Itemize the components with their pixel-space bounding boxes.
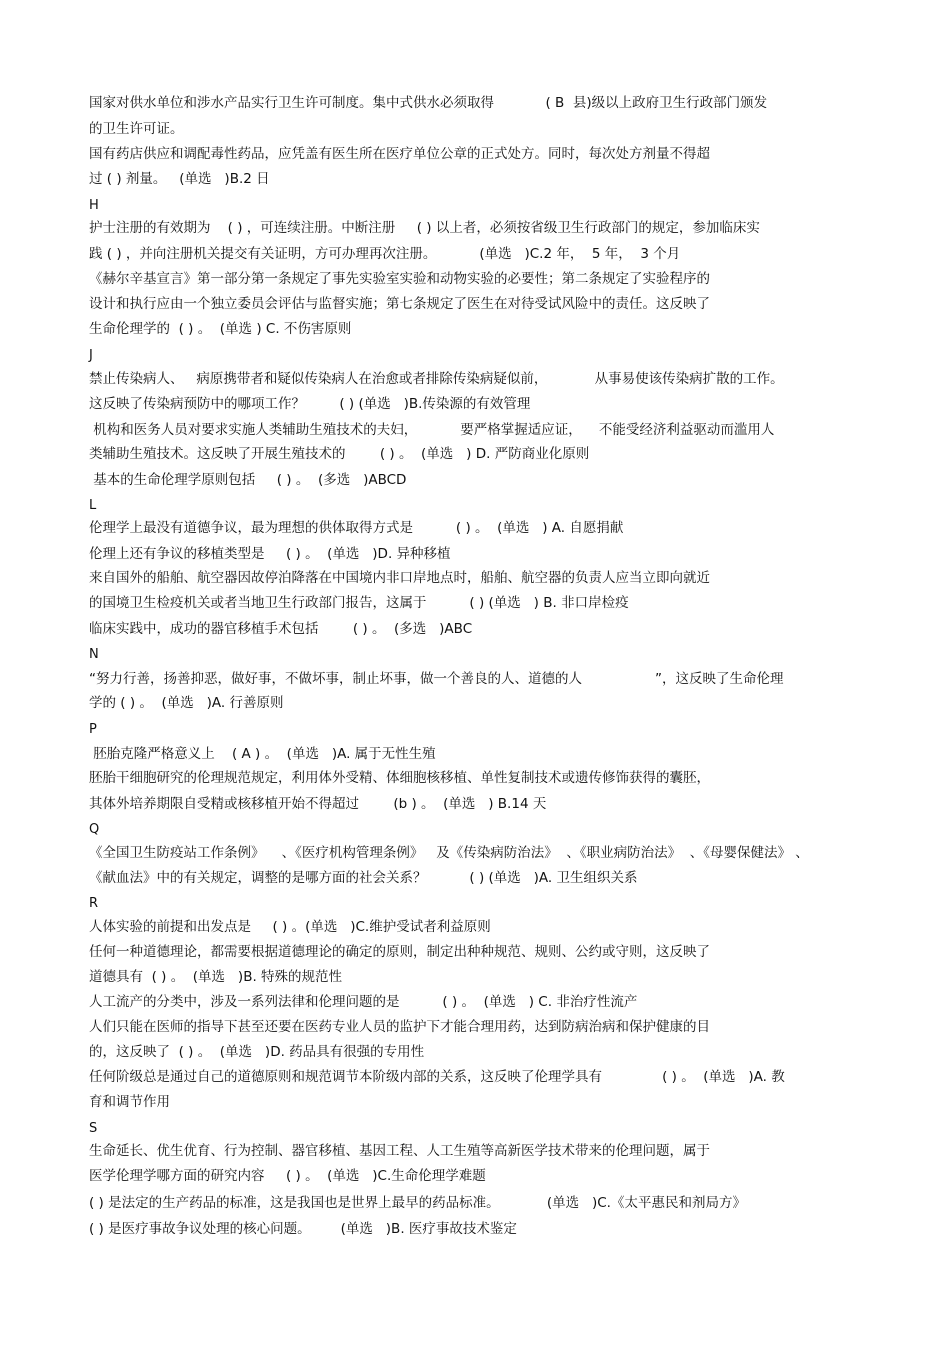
text-line: “努力行善，扬善抑恶，做好事，不做坏事，制止坏事，做一个善良的人、道德的人 ”，这反映了生命伦理 bbox=[89, 671, 784, 687]
text-line: 生命延长、优生优育、行为控制、器官移植、基因工程、人工生殖等高新医学技术带来的伦理问题，属于 bbox=[89, 1143, 710, 1159]
text-line: 基本的生命伦理学原则包括 ( ) 。 (多选 )ABCD bbox=[89, 472, 407, 488]
text-line: 的国境卫生检疫机关或者当地卫生行政部门报告，这属于 ( ) (单选 ) B. 非口岸检疫 bbox=[89, 595, 629, 611]
section-letter: J bbox=[89, 348, 93, 363]
text-line: 来自国外的船舶、航空器因故停泊降落在中国境内非口岸地点时，船舶、航空器的负责人应当立即向就近 bbox=[89, 570, 710, 586]
text-line: 人体实验的前提和出发点是 ( ) 。(单选 )C.维护受试者利益原则 bbox=[89, 919, 491, 935]
text-line: 胚胎克隆严格意义上 ( A ) 。 (单选 )A. 属于无性生殖 bbox=[89, 746, 436, 762]
text-line: 国家对供水单位和涉水产品实行卫生许可制度。集中式供水必须取得 ( B 县)级以上政府卫生行政部门颁发 bbox=[89, 95, 768, 111]
text-line: 临床实践中，成功的器官移植手术包括 ( ) 。 (多选 )ABC bbox=[89, 621, 473, 637]
text-line: 人们只能在医师的指导下甚至还要在医药专业人员的监护下才能合理用药，达到防病治病和保护健康的目 bbox=[89, 1019, 710, 1035]
text-line: 医学伦理学哪方面的研究内容 ( ) 。 (单选 )C.生命伦理学难题 bbox=[89, 1168, 486, 1184]
text-line: 的卫生许可证。 bbox=[89, 121, 184, 137]
text-line: 《全国卫生防疫站工作条例》 、《医疗机构管理条例》 及《传染病防治法》 、《职业病防治法》 、《母婴保健法》 、 bbox=[89, 845, 809, 861]
text-line: 类辅助生殖技术。这反映了开展生殖技术的 ( ) 。 (单选 ) D. 严防商业化原则 bbox=[89, 446, 590, 462]
text-line: 国有药店供应和调配毒性药品，应凭盖有医生所在医疗单位公章的正式处方。同时，每次处方剂量不得超 bbox=[89, 146, 710, 162]
text-line: 《献血法》中的有关规定，调整的是哪方面的社会关系？ ( ) (单选 )A. 卫生组织关系 bbox=[89, 870, 638, 886]
text-line: 《赫尔辛基宣言》第一部分第一条规定了事先实验室实验和动物实验的必要性；第二条规定了实验程序的 bbox=[89, 271, 710, 287]
section-letter: P bbox=[89, 722, 97, 737]
section-letter: Q bbox=[89, 822, 100, 837]
section-letter: S bbox=[89, 1121, 98, 1136]
section-letter: L bbox=[89, 498, 97, 513]
text-line: 道德具有 ( ) 。 (单选 )B. 特殊的规范性 bbox=[89, 969, 343, 985]
text-line: 其体外培养期限自受精或核移植开始不得超过 (b ) 。 (单选 ) B.14 天 bbox=[89, 796, 547, 812]
text-line: 践 ( ) ，并向注册机关提交有关证明，方可办理再次注册。 (单选 )C.2 年， 5 年， 3 个月 bbox=[89, 246, 681, 262]
text-line: 任何一种道德理论，都需要根据道德理论的确定的原则，制定出种种规范、规则、公约或守则，这反映了 bbox=[89, 944, 710, 960]
text-line: ( ) 是医疗事故争议处理的核心问题。 (单选 )B. 医疗事故技术鉴定 bbox=[89, 1221, 517, 1237]
text-line: 伦理上还有争议的移植类型是 ( ) 。 (单选 )D. 异种移植 bbox=[89, 546, 451, 562]
text-line: 胚胎干细胞研究的伦理规范规定，利用体外受精、体细胞核移植、单性复制技术或遗传修饰获得的囊胚， bbox=[89, 770, 710, 786]
text-line: 任何阶级总是通过自己的道德原则和规范调节本阶级内部的关系，这反映了伦理学具有 ( ) 。 (单选 )A. 教 bbox=[89, 1069, 785, 1085]
text-line: 设计和执行应由一个独立委员会评估与监督实施；第七条规定了医生在对待受试风险中的责任。这反映了 bbox=[89, 296, 710, 312]
section-letter: H bbox=[89, 198, 99, 213]
text-line: 人工流产的分类中，涉及一系列法律和伦理问题的是 ( ) 。 (单选 ) C. 非治疗性流产 bbox=[89, 994, 638, 1010]
section-letter: R bbox=[89, 896, 99, 911]
text-line: 过 ( ) 剂量。 (单选 )B.2 日 bbox=[89, 171, 270, 187]
text-line: 禁止传染病人、 病原携带者和疑似传染病人在治愈或者排除传染病疑似前， 从事易使该传染病扩散的工作。 bbox=[89, 371, 784, 387]
text-line: 生命伦理学的 ( ) 。 (单选 ) C. 不伤害原则 bbox=[89, 321, 352, 337]
text-line: 伦理学上最没有道德争议，最为理想的供体取得方式是 ( ) 。 (单选 ) A. 自愿捐献 bbox=[89, 520, 624, 536]
text-line: 育和调节作用 bbox=[89, 1094, 170, 1110]
text-line: 这反映了传染病预防中的哪项工作？ ( ) (单选 )B.传染源的有效管理 bbox=[89, 396, 531, 412]
text-line: 学的 ( ) 。 (单选 )A. 行善原则 bbox=[89, 695, 284, 711]
text-line: 护士注册的有效期为 ( ) ，可连续注册。中断注册 ( ) 以上者，必须按省级卫生行政部门的规定，参加临床实 bbox=[89, 220, 760, 236]
text-line: ( ) 是法定的生产药品的标准，这是我国也是世界上最早的药品标准。 (单选 )C.《太平惠民和剂局方》 bbox=[89, 1195, 746, 1211]
section-letter: N bbox=[89, 647, 99, 662]
text-line: 的，这反映了 ( ) 。 (单选 )D. 药品具有很强的专用性 bbox=[89, 1044, 425, 1060]
text-line: 机构和医务人员对要求实施人类辅助生殖技术的夫妇， 要严格掌握适应证， 不能受经济利益驱动而滥用人 bbox=[89, 422, 775, 438]
